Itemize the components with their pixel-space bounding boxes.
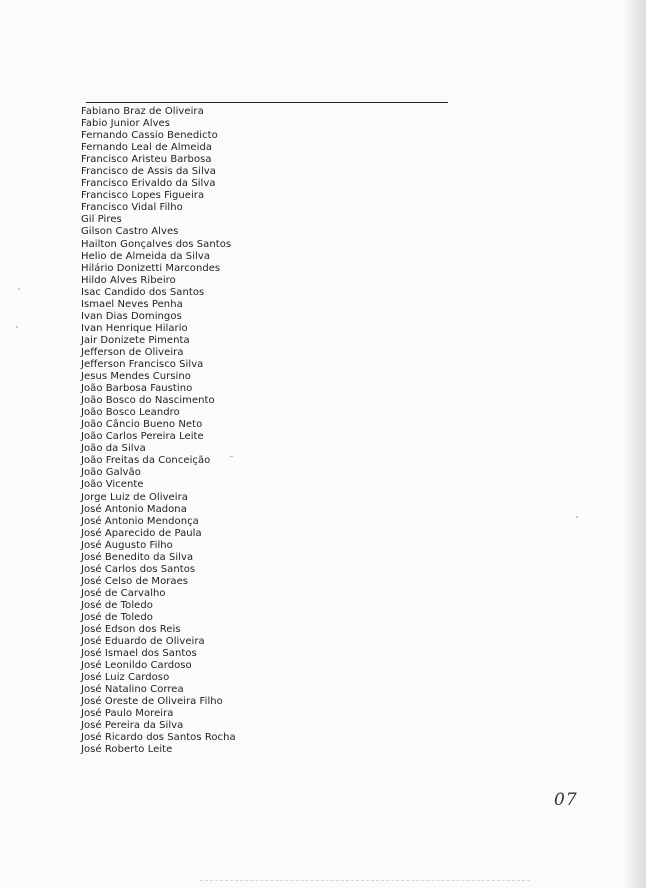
scan-speck [576,516,578,518]
list-item: Francisco de Assis da Silva [81,166,216,178]
list-item: José Benedito da Silva [81,551,194,563]
scan-speck [16,326,18,328]
list-item: José Luiz Cardoso [81,672,170,684]
list-item: José de Toledo [81,611,153,623]
list-item: José Leonildo Cardoso [81,660,192,672]
list-item: João Carlos Pereira Leite [81,431,204,443]
list-item: Jefferson Francisco Silva [81,358,204,370]
list-item: José Pereira da Silva [81,720,184,732]
list-item: Hilário Donizetti Marcondes [81,262,221,274]
list-item: João Bosco Leandro [81,407,180,419]
list-item: João Vicente [81,479,144,491]
list-item: Fabio Junior Alves [81,118,170,130]
list-item: Hailton Gonçalves dos Santos [81,238,232,250]
list-item: José de Toledo [81,599,153,611]
list-item: José Eduardo de Oliveira [81,636,205,648]
scan-speck [230,456,233,457]
list-item: Fernando Cassio Benedicto [81,130,218,142]
list-item: Ismael Neves Penha [81,298,183,310]
list-item: João da Silva [81,443,146,455]
list-item: Jorge Luiz de Oliveira [81,491,188,503]
list-item: José Antonio Mendonça [81,515,199,527]
handwritten-page-number: 07 [554,790,578,810]
list-item: Jair Donizete Pimenta [81,334,190,346]
list-item: Jefferson de Oliveira [81,346,184,358]
list-item: João Barbosa Faustino [81,383,193,395]
list-item: Fabiano Braz de Oliveira [81,106,204,117]
list-item: Fernando Leal de Almeida [81,142,213,154]
list-item: Jesus Mendes Cursino [81,371,191,383]
list-item: José Ricardo dos Santos Rocha [81,732,236,744]
list-item: José Roberto Leite [81,744,173,756]
list-item: Ivan Dias Domingos [81,310,182,322]
list-item: Francisco Vidal Filho [81,202,183,214]
list-item: Gil Pires [81,214,122,226]
list-item: Francisco Aristeu Barbosa [81,154,212,166]
list-item: José Ismael dos Santos [81,648,197,660]
name-list [81,106,236,757]
scan-edge-shadow [624,0,646,888]
list-item: Francisco Lopes Figueira [81,190,205,202]
list-item: Hildo Alves Ribeiro [81,274,176,286]
list-item: João Bosco do Nascimento [81,395,215,407]
list-item: José Aparecido de Paula [81,527,202,539]
list-item: Francisco Erivaldo da Silva [81,178,216,190]
list-item: Ivan Henrique Hilario [81,322,188,334]
list-item: José Augusto Filho [81,539,173,551]
scan-speck [18,288,20,290]
list-item: Isac Candido dos Santos [81,286,205,298]
table-top-rule [86,102,448,103]
list-item: Gilson Castro Alves [81,226,179,238]
list-item: Helio de Almeida da Silva [81,250,211,262]
list-item: José Celso de Moraes [81,575,189,587]
list-item: José Edson dos Reis [81,624,181,636]
list-item: José Paulo Moreira [81,708,174,720]
list-item: José Carlos dos Santos [81,563,196,575]
list-item: José Oreste de Oliveira Filho [81,696,223,708]
list-item: José Antonio Madona [81,503,187,515]
list-item: João Câncio Bueno Neto [81,419,203,431]
list-item: José Natalino Correa [81,684,184,696]
list-item: José de Carvalho [81,587,166,599]
scan-bottom-noise [200,880,530,881]
list-item: João Galvão [81,467,141,479]
list-item: João Freitas da Conceição [81,455,211,467]
